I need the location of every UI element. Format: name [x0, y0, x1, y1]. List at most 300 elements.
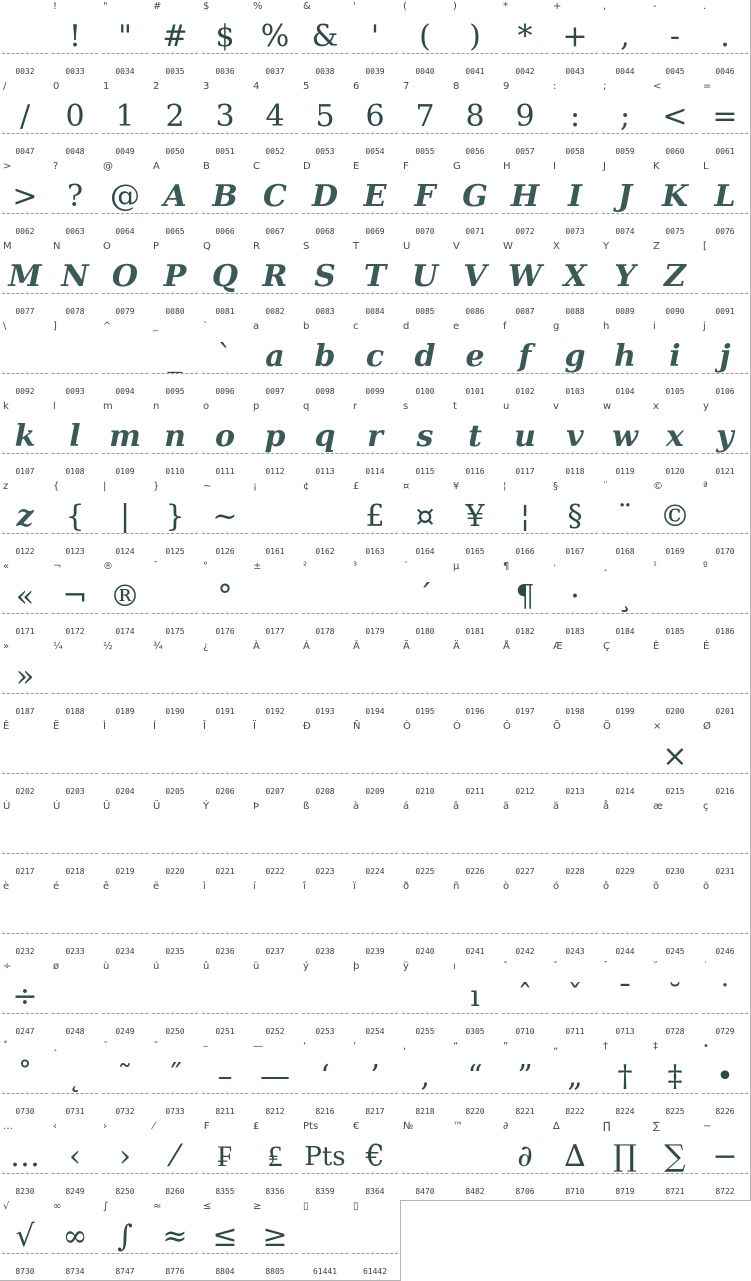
glyph-code: 0109: [115, 467, 135, 476]
glyph-code: 0088: [565, 307, 585, 316]
glyph-label: ¦: [503, 481, 507, 492]
glyph-code: 0068: [315, 227, 335, 236]
glyph-label: !: [53, 1, 58, 12]
glyph-code: 0124: [115, 547, 135, 556]
glyph-cell-0212: [500, 720, 551, 801]
glyph-cell-0106: [700, 320, 751, 401]
glyph-code: 0114: [365, 467, 385, 476]
glyph-label: 0: [53, 81, 60, 92]
glyph-sample: [350, 577, 400, 617]
glyph-cell-0221: [200, 800, 251, 881]
glyph-code: 0116: [465, 467, 485, 476]
glyph-label: ˚: [3, 1041, 8, 1052]
glyph-label: k: [3, 401, 9, 412]
glyph-sample: z: [16, 499, 34, 534]
glyph-sample: [400, 1137, 450, 1177]
glyph-cell-0234: [100, 880, 151, 961]
glyph-cell-0190: [150, 640, 201, 721]
glyph-code: 0176: [215, 627, 235, 636]
glyph-code: 8211: [215, 1107, 235, 1116]
glyph-cell-0077: [0, 240, 51, 321]
glyph-code: 0210: [415, 787, 435, 796]
glyph-cell-0251: [200, 960, 251, 1041]
glyph-cell-0076: [700, 160, 751, 241]
glyph-code: 0098: [315, 387, 335, 396]
glyph-cell-0079: [100, 240, 151, 321]
glyph-sample: √: [15, 1219, 35, 1254]
glyph-label: n: [153, 401, 160, 412]
glyph-cell-0204: [100, 720, 151, 801]
glyph-label: Z: [653, 241, 660, 252]
glyph-code: 0206: [215, 787, 235, 796]
glyph-label: 6: [353, 81, 360, 92]
glyph-code: 8776: [165, 1267, 185, 1276]
glyph-sample: [200, 657, 250, 697]
glyph-code: 0178: [315, 627, 335, 636]
glyph-sample: m: [109, 419, 141, 454]
glyph-sample: [700, 817, 750, 857]
glyph-cell-0178: [300, 560, 351, 641]
glyph-sample: [300, 1217, 350, 1257]
glyph-cell-8482: [450, 1120, 501, 1201]
glyph-label: Ö: [603, 721, 611, 732]
glyph-code: 0054: [365, 147, 385, 156]
glyph-code: 0731: [65, 1107, 85, 1116]
glyph-label: ∂: [503, 1121, 509, 1132]
glyph-cell-0063: [50, 160, 101, 241]
glyph-sample: =: [712, 99, 738, 134]
glyph-sample: [500, 817, 550, 857]
glyph-sample: ¤: [415, 499, 435, 534]
glyph-sample: H: [510, 179, 540, 214]
glyph-cell-0036: [200, 0, 251, 81]
glyph-cell-0046: [700, 0, 751, 81]
glyph-code: 0126: [215, 547, 235, 556]
glyph-cell-0185: [650, 560, 701, 641]
glyph-label: ñ: [453, 881, 460, 892]
glyph-label: r: [353, 401, 358, 412]
glyph-code: 0229: [615, 867, 635, 876]
glyph-label: ð: [403, 881, 410, 892]
glyph-sample: _: [167, 339, 183, 374]
glyph-code: 0227: [515, 867, 535, 876]
glyph-label: 9: [503, 81, 510, 92]
glyph-label: —: [253, 1041, 263, 1052]
glyph-sample: [50, 977, 100, 1017]
glyph-sample: V: [463, 259, 487, 294]
glyph-label: ∏: [603, 1121, 611, 1132]
glyph-code: 8355: [215, 1187, 235, 1196]
glyph-sample: S: [314, 259, 336, 294]
glyph-sample: b: [314, 339, 336, 374]
glyph-label: ": [103, 1, 108, 12]
glyph-cell-0085: [400, 240, 451, 321]
glyph-label: ø: [53, 961, 60, 972]
glyph-code: 0236: [215, 947, 235, 956]
glyph-sample: T: [363, 259, 387, 294]
glyph-cell-8250: [100, 1120, 151, 1201]
glyph-label: õ: [653, 881, 660, 892]
glyph-sample: Y: [614, 259, 636, 294]
glyph-code: 0164: [415, 547, 435, 556]
glyph-code: 0035: [165, 67, 185, 76]
glyph-label: √: [3, 1201, 10, 1212]
glyph-sample: ;: [619, 99, 631, 134]
glyph-code: 0202: [15, 787, 35, 796]
glyph-cell-0032: [0, 0, 51, 81]
glyph-sample: [0, 817, 50, 857]
glyph-label: €: [353, 1121, 360, 1132]
glyph-code: 0237: [265, 947, 285, 956]
glyph-sample: !: [68, 19, 82, 54]
glyph-cell-0115: [400, 400, 451, 481]
glyph-sample: [300, 577, 350, 617]
glyph-cell-0088: [550, 240, 601, 321]
glyph-label: ‹: [53, 1121, 57, 1132]
glyph-label: ¬: [53, 561, 62, 572]
glyph-cell-0196: [450, 640, 501, 721]
glyph-cell-0072: [500, 160, 551, 241]
glyph-sample: [200, 897, 250, 937]
glyph-sample: [450, 657, 500, 697]
glyph-label: ¿: [203, 641, 209, 652]
glyph-sample: I: [567, 179, 583, 214]
glyph-cell-0227: [500, 800, 551, 881]
glyph-code: 0243: [565, 947, 585, 956]
glyph-code: 0710: [515, 1027, 535, 1036]
glyph-code: 0075: [665, 227, 685, 236]
glyph-cell-0182: [500, 560, 551, 641]
glyph-cell-0103: [550, 320, 601, 401]
glyph-cell-0108: [50, 400, 101, 481]
glyph-sample: u: [514, 419, 536, 454]
glyph-label: ∞: [53, 1201, 62, 1212]
glyph-sample: [450, 577, 500, 617]
glyph-cell-0064: [100, 160, 151, 241]
glyph-label: Ô: [503, 721, 511, 732]
glyph-code: 0115: [415, 467, 435, 476]
glyph-code: 0187: [15, 707, 35, 716]
glyph-sample: ¦: [519, 499, 531, 534]
glyph-code: 0200: [665, 707, 685, 716]
glyph-sample: —: [260, 1059, 290, 1094]
glyph-label: ı: [453, 961, 456, 972]
glyph-sample: q: [314, 419, 336, 454]
glyph-cell-0074: [600, 160, 651, 241]
glyph-label: M: [3, 241, 12, 252]
glyph-sample: ⁄: [172, 1139, 178, 1174]
glyph-code: 0037: [265, 67, 285, 76]
glyph-sample: [700, 897, 750, 937]
glyph-sample: [650, 817, 700, 857]
glyph-sample: ₣: [217, 1139, 233, 1174]
glyph-code: 0063: [65, 227, 85, 236]
glyph-label: ≥: [253, 1201, 262, 1212]
glyph-label: ¾: [153, 641, 163, 652]
glyph-cell-0107: [0, 400, 51, 481]
glyph-cell-0055: [400, 80, 451, 161]
glyph-cell-0180: [400, 560, 451, 641]
glyph-sample: Z: [664, 259, 686, 294]
glyph-sample: [250, 497, 300, 537]
glyph-cell-0223: [300, 800, 351, 881]
glyph-code: 0225: [415, 867, 435, 876]
glyph-sample: [700, 737, 750, 777]
glyph-code: 8706: [515, 1187, 535, 1196]
glyph-sample: [650, 897, 700, 937]
glyph-cell-0102: [500, 320, 551, 401]
glyph-code: 0053: [315, 147, 335, 156]
glyph-sample: ): [469, 19, 481, 54]
glyph-code: 0177: [265, 627, 285, 636]
glyph-code: 0729: [715, 1027, 735, 1036]
glyph-sample: p: [264, 419, 286, 454]
glyph-sample: [400, 977, 450, 1017]
glyph-cell-0122: [0, 480, 51, 561]
glyph-sample: i: [669, 339, 681, 374]
glyph-sample: ': [370, 19, 380, 54]
glyph-cell-0216: [700, 720, 751, 801]
glyph-cell-0169: [650, 480, 701, 561]
glyph-sample: w: [612, 419, 638, 454]
glyph-cell-0105: [650, 320, 701, 401]
glyph-cell-0170: [700, 480, 751, 561]
glyph-cell-0086: [450, 240, 501, 321]
glyph-sample: B: [212, 179, 238, 214]
glyph-cell-0097: [250, 320, 301, 401]
glyph-sample: ’: [370, 1059, 380, 1094]
glyph-cell-0052: [250, 80, 301, 161]
glyph-label: [: [703, 241, 707, 252]
glyph-sample: ‚: [420, 1059, 430, 1094]
glyph-sample: n: [164, 419, 186, 454]
glyph-code: 0080: [165, 307, 185, 316]
glyph-label: D: [303, 161, 311, 172]
glyph-cell-0109: [100, 400, 151, 481]
glyph-sample: #: [162, 19, 188, 54]
glyph-label: ¨: [603, 481, 608, 492]
glyph-code: 0122: [15, 547, 35, 556]
glyph-cell-0191: [200, 640, 251, 721]
glyph-cell-8364: [350, 1120, 401, 1201]
glyph-label: (: [403, 1, 407, 12]
glyph-code: 8722: [715, 1187, 735, 1196]
glyph-sample: Pts: [304, 1142, 346, 1172]
glyph-label: Ì: [103, 721, 106, 732]
glyph-label: G: [453, 161, 461, 172]
glyph-sample: [150, 817, 200, 857]
glyph-cell-0194: [350, 640, 401, 721]
glyph-cell-0164: [400, 480, 451, 561]
glyph-cell-8260: [150, 1120, 201, 1201]
glyph-sample: X: [563, 259, 587, 294]
glyph-code: 0232: [15, 947, 35, 956]
glyph-code: 8250: [115, 1187, 135, 1196]
glyph-code: 0204: [115, 787, 135, 796]
glyph-sample: [150, 737, 200, 777]
glyph-cell-0098: [300, 320, 351, 401]
glyph-cell-0091: [700, 240, 751, 321]
glyph-code: 0247: [15, 1027, 35, 1036]
glyph-label: y: [703, 401, 709, 412]
glyph-sample: ¶: [515, 579, 535, 614]
glyph-label: ²: [303, 561, 308, 572]
glyph-label: ▯: [353, 1201, 359, 1212]
glyph-sample: +: [562, 19, 588, 54]
glyph-cell-0187: [0, 640, 51, 721]
glyph-label: Ò: [403, 721, 411, 732]
glyph-sample: [200, 977, 250, 1017]
glyph-cell-0193: [300, 640, 351, 721]
glyph-sample: [100, 817, 150, 857]
glyph-label: S: [303, 241, 310, 252]
glyph-sample: [250, 897, 300, 937]
glyph-cell-0175: [150, 560, 201, 641]
glyph-code: 0188: [65, 707, 85, 716]
glyph-code: 0230: [665, 867, 685, 876]
glyph-sample: [550, 897, 600, 937]
glyph-cell-0054: [350, 80, 401, 161]
glyph-label: U: [403, 241, 411, 252]
glyph-code: 0095: [165, 387, 185, 396]
glyph-cell-0073: [550, 160, 601, 241]
glyph-code: 8710: [565, 1187, 585, 1196]
glyph-sample: [150, 577, 200, 617]
glyph-sample: ∂: [517, 1139, 533, 1174]
glyph-code: 0220: [165, 867, 185, 876]
glyph-code: 8356: [265, 1187, 285, 1196]
glyph-code: 0050: [165, 147, 185, 156]
glyph-label: ü: [253, 961, 260, 972]
glyph-sample: R: [262, 259, 288, 294]
glyph-code: 0253: [315, 1027, 335, 1036]
glyph-label: Ý: [203, 801, 210, 812]
glyph-sample: ˘: [667, 979, 683, 1014]
glyph-cell-0066: [200, 160, 251, 241]
glyph-code: 0215: [665, 787, 685, 796]
glyph-code: 0046: [715, 67, 735, 76]
glyph-sample: [50, 817, 100, 857]
glyph-cell-0096: [200, 320, 251, 401]
glyph-sample: ˜: [117, 1059, 133, 1094]
glyph-label: ›: [103, 1121, 107, 1132]
glyph-cell-0041: [450, 0, 501, 81]
glyph-label: ₤: [253, 1121, 260, 1132]
glyph-label: ˆ: [503, 961, 508, 972]
glyph-sample: [350, 737, 400, 777]
glyph-code: 0089: [615, 307, 635, 316]
glyph-code: 0239: [365, 947, 385, 956]
glyph-cell-0051: [200, 80, 251, 161]
glyph-cell-8230: [0, 1120, 51, 1201]
glyph-sample: h: [614, 339, 636, 374]
glyph-cell-0065: [150, 160, 201, 241]
glyph-cell-0247: [0, 960, 51, 1041]
glyph-label: è: [3, 881, 10, 892]
glyph-cell-0188: [50, 640, 101, 721]
glyph-code: 0305: [465, 1027, 485, 1036]
glyph-code: 0087: [515, 307, 535, 316]
glyph-code: 0120: [665, 467, 685, 476]
glyph-label: /: [3, 81, 7, 92]
glyph-code: 0077: [15, 307, 35, 316]
glyph-sample: [550, 817, 600, 857]
glyph-sample: ˆ: [517, 979, 533, 1014]
glyph-cell-0728: [650, 960, 701, 1041]
glyph-code: 0238: [315, 947, 335, 956]
glyph-sample: g: [564, 339, 586, 374]
glyph-cell-0089: [600, 240, 651, 321]
glyph-sample: [200, 817, 250, 857]
glyph-sample: }: [165, 499, 185, 534]
glyph-label: ê: [103, 881, 110, 892]
glyph-sample: [600, 657, 650, 697]
glyph-sample: [500, 897, 550, 937]
glyph-cell-8249: [50, 1120, 101, 1201]
glyph-label: e: [453, 321, 460, 332]
glyph-code: 0208: [315, 787, 335, 796]
glyph-sample: [350, 897, 400, 937]
glyph-label: 7: [403, 81, 410, 92]
glyph-cell-0034: [100, 0, 151, 81]
glyph-code: 61441: [312, 1267, 338, 1276]
glyph-code: 0161: [265, 547, 285, 556]
glyph-sample: ‡: [667, 1059, 683, 1094]
glyph-code: 0066: [215, 227, 235, 236]
glyph-code: 0121: [715, 467, 735, 476]
glyph-code: 0101: [465, 387, 485, 396]
glyph-code: 0732: [115, 1107, 135, 1116]
glyph-sample: [300, 497, 350, 537]
glyph-label: j: [703, 321, 706, 332]
glyph-cell-0171: [0, 560, 51, 641]
glyph-cell-0179: [350, 560, 401, 641]
glyph-code: 0034: [115, 67, 135, 76]
glyph-code: 8470: [415, 1187, 435, 1196]
glyph-sample: ‹: [69, 1139, 81, 1174]
glyph-label: ~: [203, 481, 212, 492]
glyph-cell-8710: [550, 1120, 601, 1201]
glyph-sample: [700, 497, 750, 537]
glyph-label: ã: [503, 801, 510, 812]
glyph-cell-0162: [300, 480, 351, 561]
glyph-cell-8224: [600, 1040, 651, 1121]
glyph-label: ₣: [203, 1121, 210, 1132]
glyph-code: 0036: [215, 67, 235, 76]
glyph-cell-8221: [500, 1040, 551, 1121]
glyph-label: V: [453, 241, 460, 252]
glyph-code: 0179: [365, 627, 385, 636]
glyph-code: 0207: [265, 787, 285, 796]
glyph-label: Î: [203, 721, 206, 732]
glyph-code: 0191: [215, 707, 235, 716]
glyph-label: ±: [253, 561, 262, 572]
glyph-code: 0217: [15, 867, 35, 876]
glyph-code: 0219: [115, 867, 135, 876]
glyph-code: 0118: [565, 467, 585, 476]
glyph-label: ï: [353, 881, 356, 892]
glyph-code: 0198: [565, 707, 585, 716]
glyph-sample: O: [111, 259, 139, 294]
glyph-sample: ×: [662, 739, 688, 774]
glyph-label: i: [653, 321, 656, 332]
glyph-label: L: [703, 161, 709, 172]
glyph-label: z: [3, 481, 9, 492]
glyph-label: «: [3, 561, 10, 572]
glyph-code: 8230: [15, 1187, 35, 1196]
glyph-sample: [700, 577, 750, 617]
glyph-label: ⁄: [153, 1121, 155, 1132]
